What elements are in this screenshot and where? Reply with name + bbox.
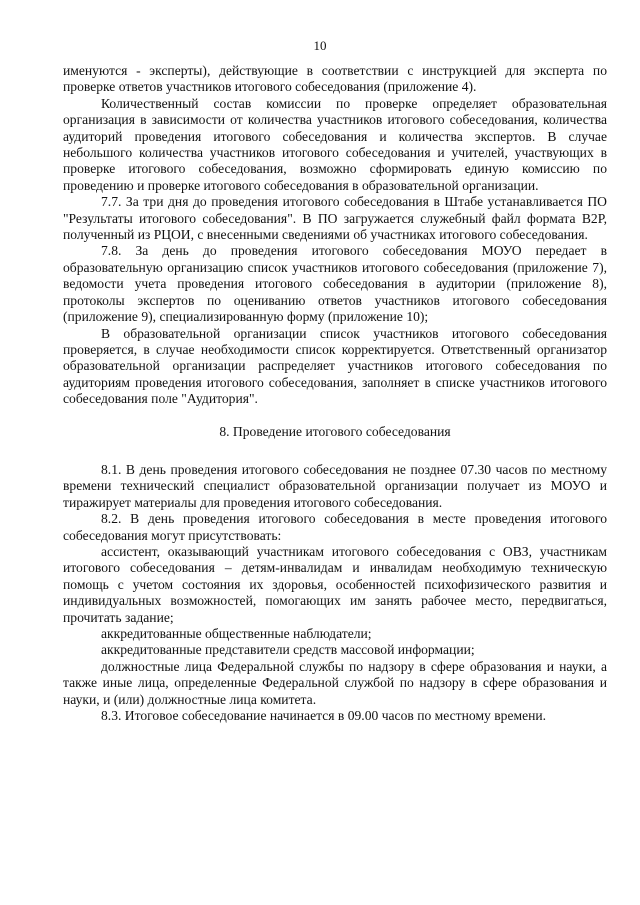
list-item: аккредитованные представители средств массовой информации; — [101, 642, 475, 658]
paragraph: Количественный состав комиссии по проверке определяет образовательная организация в зависимости от количества участников итогового собеседования, количества аудиторий проведения итогового собеседования и количества экспертов. В случае небольшого количества участников итогового собеседования и учителей, участвующих в проверке итогового собеседования, возможно сформировать единую комиссию по проведению и проверке итогового собеседования в образовательной организации. — [63, 95, 607, 193]
document-body — [63, 63, 607, 724]
paragraph: именуются - эксперты), действующие в соответствии с инструкцией для эксперта по проверке ответов участников итогового собеседования (приложение 4). — [63, 63, 607, 95]
list-item: ассистент, оказывающий участникам итогового собеседования с ОВЗ, участникам итогового собеседования – детям-инвалидам и инвалидам необходимую техническую помощь с учетом состояния их здоровья, особенностей психофизического развития и индивидуальных возможностей, помогающих им занять рабочее место, передвигаться, прочитать задание; — [63, 543, 607, 625]
section-heading: 8. Проведение итогового собеседования — [219, 423, 451, 439]
paragraph: В образовательной организации список участников итогового собеседования проверяется, в случае необходимости список корректируется. Ответственный организатор образовательной организации распределяет участников итогового собеседования по аудиториям проведения итогового собеседования, заполняет в списке участников итогового собеседования поле "Аудитория". — [63, 325, 607, 407]
paragraph-7-7: 7.7. За три дня до проведения итогового собеседования в Штабе устанавливается ПО "Результаты итогового собеседования". В ПО загружается служебный файл формата В2Р, полученный из РЦОИ, с внесенными сведениями об участниках итогового собеседования. — [63, 194, 607, 243]
list-item: аккредитованные общественные наблюдатели; — [101, 626, 372, 641]
paragraph-8-2: 8.2. В день проведения итогового собеседования в месте проведения итогового собеседования могут присутствовать: — [63, 511, 607, 543]
page-number: 10 — [313, 38, 327, 53]
paragraph-8-3: 8.3. Итоговое собеседование начинается в 09.00 часов по местному времени. — [101, 708, 547, 724]
paragraph-8-1: 8.1. В день проведения итогового собеседования не позднее 07.30 часов по местному времени технический специалист образовательной организации получает из МОУО и тиражирует материалы для проведения итогового собеседования. — [63, 461, 607, 510]
paragraph-7-8: 7.8. За день до проведения итогового собеседования МОУО передает в образовательную организацию список участников итогового собеседования (приложение 7), ведомости учета проведения итогового собеседования в аудитории (приложение 8), протоколы экспертов по оцениванию ответов участников итогового собеседования (приложение 9), специализированную форму (приложение 10); — [63, 243, 607, 325]
list-item: должностные лица Федеральной службы по надзору в сфере образования и науки, а также иные лица, определенные Федеральной службой по надзору в сфере образования и науки, и (или) должностные лица комитета. — [63, 658, 607, 707]
